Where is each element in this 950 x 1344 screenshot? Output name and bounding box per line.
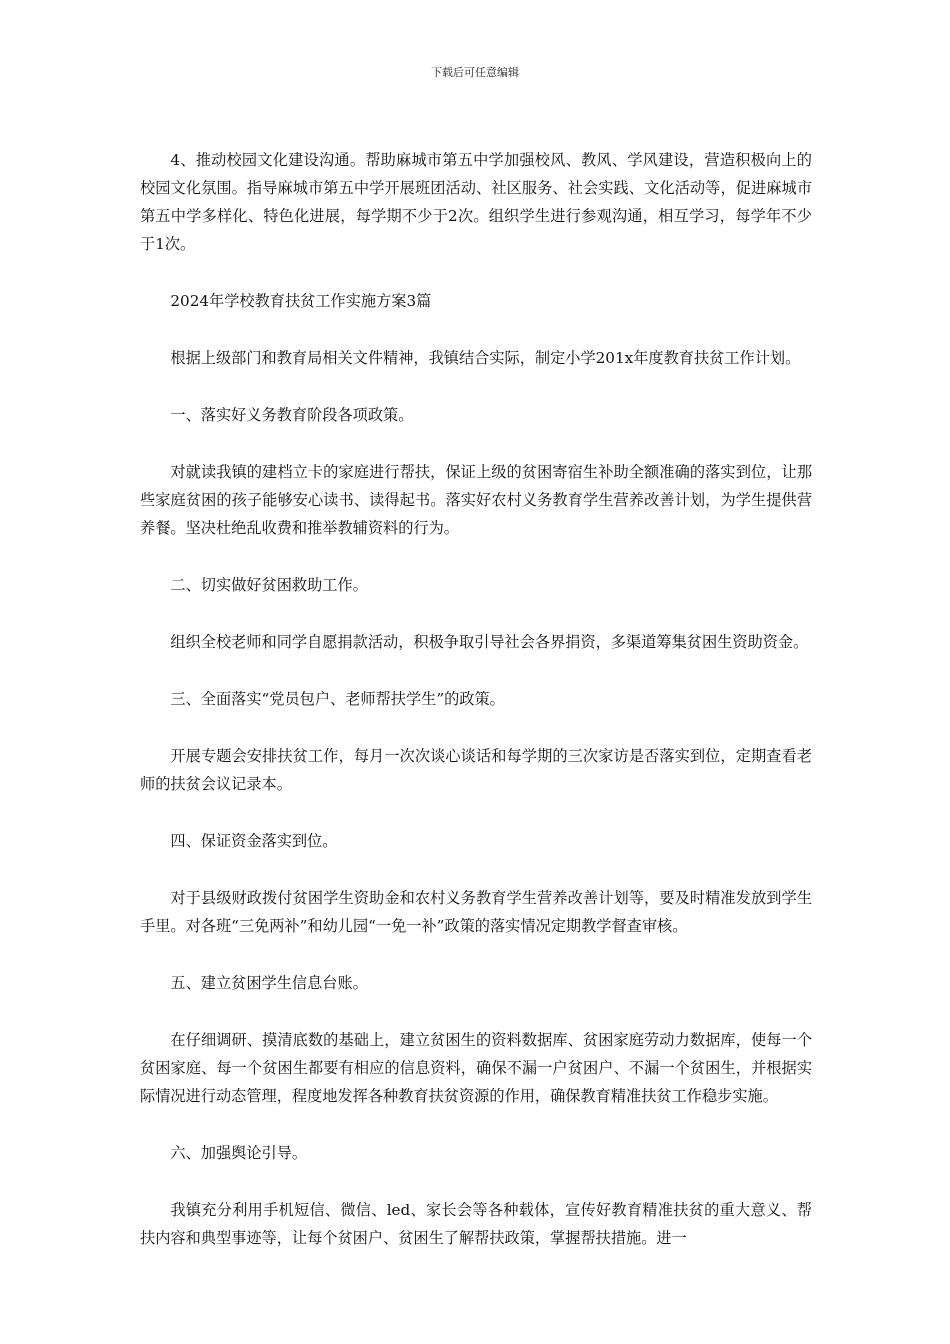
section-title: 2024年学校教育扶贫工作实施方案3篇 xyxy=(170,292,432,310)
heading-funds: 四、保证资金落实到位。 xyxy=(170,832,338,850)
paragraph-policy: 对就读我镇的建档立卡的家庭进行帮扶，保证上级的贫困寄宿生补助全额准确的落实到位，让那些家庭贫困的孩子能够安心读书、读得起书。落实好农村义务教育学生营养改善计划，为学生提供营养餐。坚决杜绝乱收费和推举教辅资料的行为。 xyxy=(140,463,812,537)
paragraph-party-members: 开展专题会安排扶贫工作，每月一次次谈心谈话和每学期的三次家访是否落实到位，定期查看老师的扶贫会议记录本。 xyxy=(140,747,812,793)
heading-publicity: 六、加强舆论引导。 xyxy=(170,1144,308,1162)
paragraph-funds: 对于县级财政拨付贫困学生资助金和农村义务教育学生营养改善计划等，要及时精准发放到学生手里。对各班“三免两补”和幼儿园“一免一补”政策的落实情况定期教学督查审核。 xyxy=(140,889,812,935)
paragraph-publicity: 我镇充分利用手机短信、微信、led、家长会等各种载体，宣传好教育精准扶贫的重大意义、帮扶内容和典型事迹等，让每个贫困户、贫困生了解帮扶政策，掌握帮扶措施。进一 xyxy=(140,1201,812,1247)
heading-party-members: 三、全面落实“党员包户、老师帮扶学生”的政策。 xyxy=(170,690,505,708)
heading-policy: 一、落实好义务教育阶段各项政策。 xyxy=(170,406,414,424)
document-body xyxy=(140,146,812,1281)
paragraph-campus-culture: 4、推动校园文化建设沟通。帮助麻城市第五中学加强校风、教风、学风建设，营造积极向上的校园文化氛围。指导麻城市第五中学开展班团活动、社区服务、社会实践、文化活动等，促进麻城市第五中学多样化、特色化进展，每学期不少于2次。组织学生进行参观沟通，相互学习，每学年不少于1次。 xyxy=(140,151,812,253)
paragraph-ledger: 在仔细调研、摸清底数的基础上，建立贫困生的资料数据库、贫困家庭劳动力数据库，使每一个贫困家庭、每一个贫困生都要有相应的信息资料，确保不漏一户贫困户、不漏一个贫困生，并根据实际情况进行动态管理，程度地发挥各种教育扶贫资源的作用，确保教育精准扶贫工作稳步实施。 xyxy=(140,1031,812,1105)
heading-ledger: 五、建立贫困学生信息台账。 xyxy=(170,974,368,992)
paragraph-relief: 组织全校老师和同学自愿捐款活动，积极争取引导社会各界捐资，多渠道筹集贫困生资助资金。 xyxy=(170,633,809,651)
page-header: 下载后可任意编辑 xyxy=(431,66,519,79)
heading-relief: 二、切实做好贫困救助工作。 xyxy=(170,576,368,594)
paragraph-intro: 根据上级部门和教育局相关文件精神，我镇结合实际，制定小学201x年度教育扶贫工作计划。 xyxy=(170,349,801,367)
